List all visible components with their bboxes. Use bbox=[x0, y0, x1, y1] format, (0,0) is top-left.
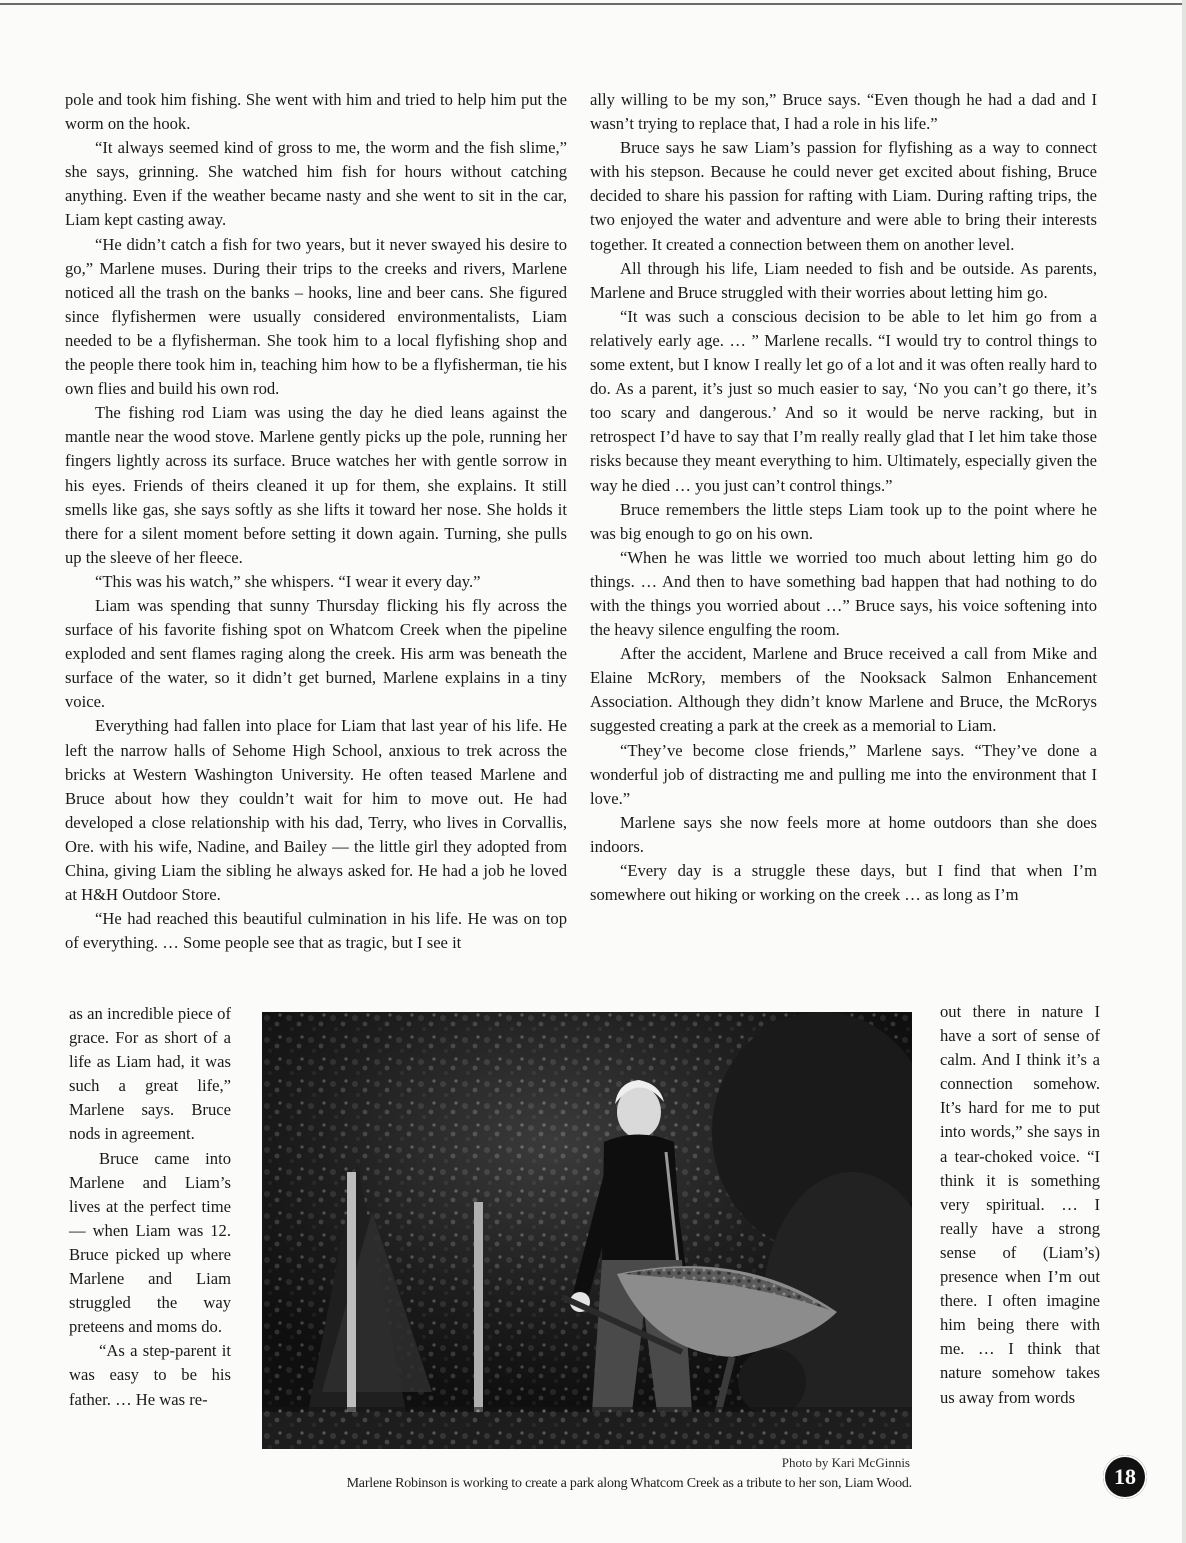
body-paragraph: ally willing to be my son,” Bruce says. “Even though he had a dad and I wasn’t trying to replace that, I had a role in his life.” bbox=[590, 90, 1097, 134]
photo-credit: Photo by Kari McGinnis bbox=[781, 1455, 910, 1470]
body-paragraph: Bruce says he saw Liam’s passion for flyfishing as a way to connect with his stepson. Because he could never get excited about fishing, Bruce decided to share his passion for rafting with Liam. During rafting trips, the two enjoyed the water and adventure and were able to bring their interests together. It created a connection between them on another level. bbox=[590, 138, 1097, 254]
wrap-paragraph: “As a step-parent it was easy to be his father. … He was re- bbox=[69, 1341, 231, 1409]
page-edge bbox=[1182, 0, 1186, 1543]
left-wrap-text bbox=[69, 1002, 231, 1412]
body-paragraph: Marlene says she now feels more at home outdoors than she does indoors. bbox=[590, 812, 1097, 856]
body-paragraph: “When he was little we worried too much about letting him go do things. … And then to have something bad happen that had nothing to do with the things you worried about …” Bruce says, his voice softening into the heavy silence engulfing the room. bbox=[590, 547, 1097, 640]
body-paragraph: All through his life, Liam needed to fish and be outside. As parents, Marlene and Bruce struggled with their worries about letting him go. bbox=[590, 258, 1097, 302]
body-paragraph: Bruce remembers the little steps Liam took up to the point where he was big enough to go on his own. bbox=[590, 499, 1097, 543]
body-paragraph: Everything had fallen into place for Liam that last year of his life. He left the narrow halls of Sehome High School, anxious to trek across the bricks at Western Washington University. He often teased Marlene and Bruce about how they couldn’t wait for him to move out. He had developed a close relationship with his dad, Terry, who lives in Corvallis, Ore. with his wife, Nadine, and Bailey — the little girl they adopted from China, giving Liam the sibling he always asked for. He had a job he loved at H&H Outdoor Store. bbox=[65, 716, 567, 905]
right-wrap-text bbox=[940, 1000, 1100, 1410]
photo-caption: Marlene Robinson is working to create a park along Whatcom Creek as a tribute to her son, Liam Wood. bbox=[346, 1476, 912, 1491]
top-rule bbox=[0, 3, 1186, 5]
right-text-column bbox=[590, 88, 1097, 907]
body-paragraph: pole and took him fishing. She went with him and tried to help him put the worm on the hook. bbox=[65, 90, 567, 134]
woman-with-wheelbarrow-photo bbox=[262, 1012, 912, 1449]
page-number: 18 bbox=[1103, 1455, 1147, 1499]
body-paragraph: “Every day is a struggle these days, but I find that when I’m somewhere out hiking or working on the creek … as long as I’m bbox=[590, 861, 1097, 905]
body-paragraph: “He had reached this beautiful culmination in his life. He was on top of everything. … Some people see that as tragic, but I see it bbox=[65, 909, 567, 953]
wrap-paragraph: out there in nature I have a sort of sense of calm. And I think it’s a connection somehow. It’s hard for me to put into words,” she says in a tear-choked voice. “I think it is something very spiritual. … I really have a strong sense of (Liam’s) presence when I’m out there. I often imagine him being there with me. … I think that nature somehow takes us away from words bbox=[940, 1002, 1100, 1407]
body-paragraph: “It was such a conscious decision to be able to let him go from a relatively early age. … ” Marlene recalls. “I would try to control things to some extent, but I know I really let go of a lot and it was often really hard to do. As a parent, it’s just so much easier to say, ‘No you can’t go there, it’s too scary and dangerous.’ And so it would be nerve racking, but in retrospect I’d have to say that I’m really really glad that I let him take those risks because they meant everything to him. Ultimately, especially given the way he died … you just can’t control things.” bbox=[590, 306, 1097, 495]
body-paragraph: “They’ve become close friends,” Marlene says. “They’ve done a wonderful job of distracting me and pulling me into the environment that I love.” bbox=[590, 740, 1097, 808]
left-text-column bbox=[65, 88, 567, 955]
wrap-paragraph: as an incredible piece of grace. For as short of a life as Liam had, it was such a great life,” Marlene says. Bruce nods in agreement. bbox=[69, 1004, 231, 1144]
body-paragraph: The fishing rod Liam was using the day he died leans against the mantle near the wood stove. Marlene gently picks up the pole, running her fingers lightly across its surface. Bruce watches her with gentle sorrow in his eyes. Friends of theirs cleaned it up for them, she explains. It still smells like gas, she says softly as she lifts it toward her nose. She holds it there for a silent moment before setting it down again. Turning, she pulls up the sleeve of her fleece. bbox=[65, 403, 567, 567]
article-photo bbox=[262, 1012, 912, 1449]
body-paragraph: “It always seemed kind of gross to me, the worm and the fish slime,” she says, grinning. She watched him fish for hours without catching anything. Even if the weather became nasty and she went to sit in the car, Liam kept casting away. bbox=[65, 138, 567, 230]
body-paragraph: After the accident, Marlene and Bruce received a call from Mike and Elaine McRory, members of the Nooksack Salmon Enhancement Association. Although they didn’t know Marlene and Bruce, the McRorys suggested creating a park at the creek as a memorial to Liam. bbox=[590, 644, 1097, 736]
body-paragraph: Liam was spending that sunny Thursday flicking his fly across the surface of his favorite fishing spot on Whatcom Creek when the pipeline exploded and sent flames raging along the creek. His arm was beneath the surface of the water, so it didn’t get burned, Marlene explains in a tiny voice. bbox=[65, 595, 567, 712]
wrap-paragraph: Bruce came into Marlene and Liam’s lives at the perfect time — when Liam was 12. Bruce picked up where Marlene and Liam struggled the way preteens and moms do. bbox=[69, 1148, 231, 1337]
body-paragraph: “He didn’t catch a fish for two years, but it never swayed his desire to go,” Marlene muses. During their trips to the creeks and rivers, Marlene noticed all the trash on the banks – hooks, line and beer cans. She figured since flyfishermen were usually considered environmentalists, Liam needed to be a flyfisherman. She took him to a local flyfishing shop and the people there took him in, teaching him how to be a flyfisherman, tie his own flies and build his own rod. bbox=[65, 234, 567, 399]
body-paragraph: “This was his watch,” she whispers. “I wear it every day.” bbox=[95, 571, 481, 591]
